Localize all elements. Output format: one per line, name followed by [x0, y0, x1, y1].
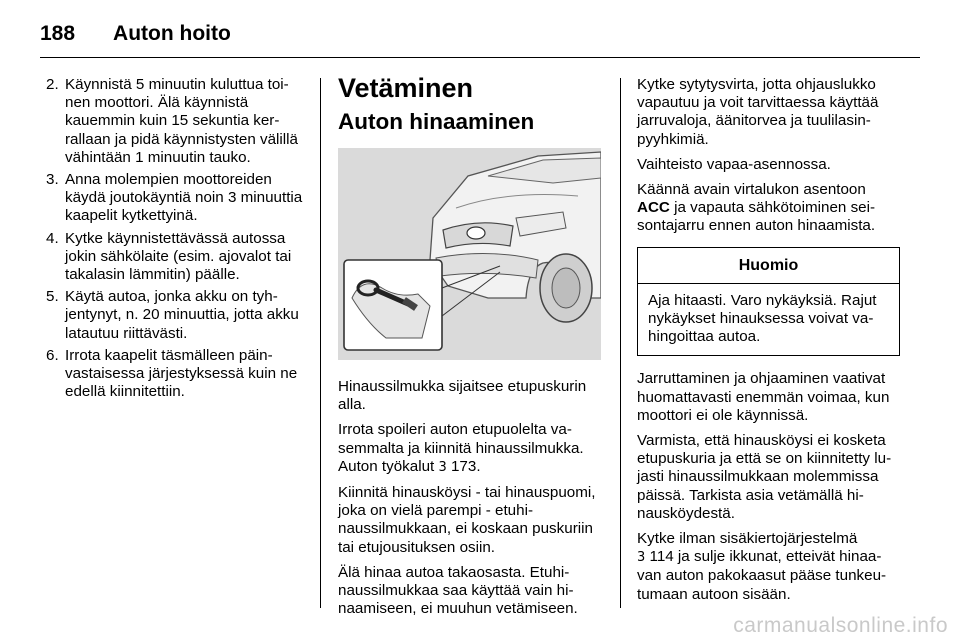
acc-label: ACC	[637, 199, 670, 217]
paragraph-neutral: Vaihteisto vapaa-asennossa.	[637, 155, 831, 173]
paragraph-ignition: Kytke sytytysvirta, jotta ohjauslukko vapautuu ja voit tarvittaessa käyttää jarruvaloja, äänitorvea ja tuulilasinpyyhkimiä.	[637, 76, 879, 148]
notice-box	[637, 247, 900, 357]
page-ref-icon: 3	[438, 459, 447, 475]
step-text: Anna molempien moottoreiden käydä joutokäyntiä noin 3 minuuttia kaapelit kytkettyinä.	[65, 171, 303, 225]
jump-start-steps	[46, 76, 308, 401]
paragraph-acc: Käännä avain virtalukon asentoon ACC ja vapauta sähkötoiminen seisontajarru ennen auton hinaamista.	[637, 181, 876, 235]
middle-column	[338, 73, 601, 625]
paragraph-towing-eye-location: Hinaussilmukka sijaitsee etupuskurin alla.	[338, 378, 587, 414]
section-title: Vetäminen	[338, 73, 474, 103]
step-text: Irrota kaapelit täsmälleen päinvastaisessa järjestyksessä kuin ne edellä kiinnitettiin.	[65, 346, 298, 401]
page-title: Auton hoito	[113, 22, 231, 45]
step-number: 3.	[46, 171, 59, 189]
page-number: 188	[40, 22, 76, 45]
watermark: carmanualsonline.info	[733, 614, 948, 637]
step-number: 4.	[46, 229, 59, 247]
left-column	[46, 76, 308, 405]
notice-heading: Huomio	[638, 248, 899, 284]
step-number: 5.	[46, 288, 59, 306]
header-rule	[40, 57, 920, 58]
step-item	[46, 76, 308, 167]
step-number: 2.	[46, 76, 59, 93]
paragraph-no-rear-tow: Älä hinaa autoa takaosasta. Etuhinaussilmukkaa saa käyttää vain hinaamiseen, ei muuhun vetämiseen.	[338, 563, 578, 618]
paragraph-rope-check: Varmista, että hinausköysi ei kosketa etupuskuria ja että se on kiinnitetty lujasti hinaussilmukkaan molemmissa päissä. Tarkista asia vetämällä hinausköydestä.	[637, 432, 892, 522]
notice-body: Aja hitaasti. Varo nykäyksiä. Rajut nykäykset hinauksessa voivat vahingoittaa autoa.	[648, 291, 877, 346]
right-column	[637, 76, 900, 604]
page-ref-icon: 3	[637, 550, 646, 566]
subsection-title: Auton hinaaminen	[338, 109, 535, 134]
paragraph-recirculation: Kytke ilman sisäkiertojärjestelmä 3 114 ja sulje ikkunat, etteivät hinaavan auton pakokaasut pääse tunkeutumaan autoon sisään.	[637, 530, 887, 603]
step-item	[46, 230, 308, 285]
paragraph-braking: Jarruttaminen ja ohjaaminen vaativat huomattavasti enemmän voimaa, kun moottori ei ole käynnissä.	[637, 370, 890, 424]
step-item	[46, 171, 308, 226]
paragraph-remove-spoiler: Irrota spoileri auton etupuolelta vasemmalta ja kiinnitä hinaussilmukka. Auton työkalut 3 173.	[338, 421, 584, 475]
step-number: 6.	[46, 346, 59, 364]
step-text: Kytke käynnistettävässä autossa jokin sähkölaite (esim. ajovalot tai takalasin lämmitin) päälle.	[65, 229, 292, 284]
car-front-drawing	[338, 148, 601, 360]
towing-eye-illustration	[338, 148, 601, 360]
paragraph-attach-rope: Kiinnitä hinausköysi - tai hinauspuomi, joka on vielä parempi - etuhinaussilmukkaan, ei koskaan puskuriin tai etujousituksen osiin.	[338, 484, 596, 556]
step-item	[46, 288, 308, 343]
page-header	[40, 14, 231, 54]
column-divider-left	[320, 78, 321, 608]
step-item	[46, 347, 308, 402]
column-divider-right	[620, 78, 621, 608]
step-text: Käynnistä 5 minuutin kuluttua toinen moottori. Älä käynnistä kauemmin kuin 15 sekuntia kerrallaan ja pidä käynnistysten välillä vähintään 1 minuutin tauko.	[65, 76, 299, 166]
step-text: Käytä autoa, jonka akku on tyhjentynyt, n. 20 minuuttia, jotta akku latautuu riittävästi.	[65, 288, 299, 342]
